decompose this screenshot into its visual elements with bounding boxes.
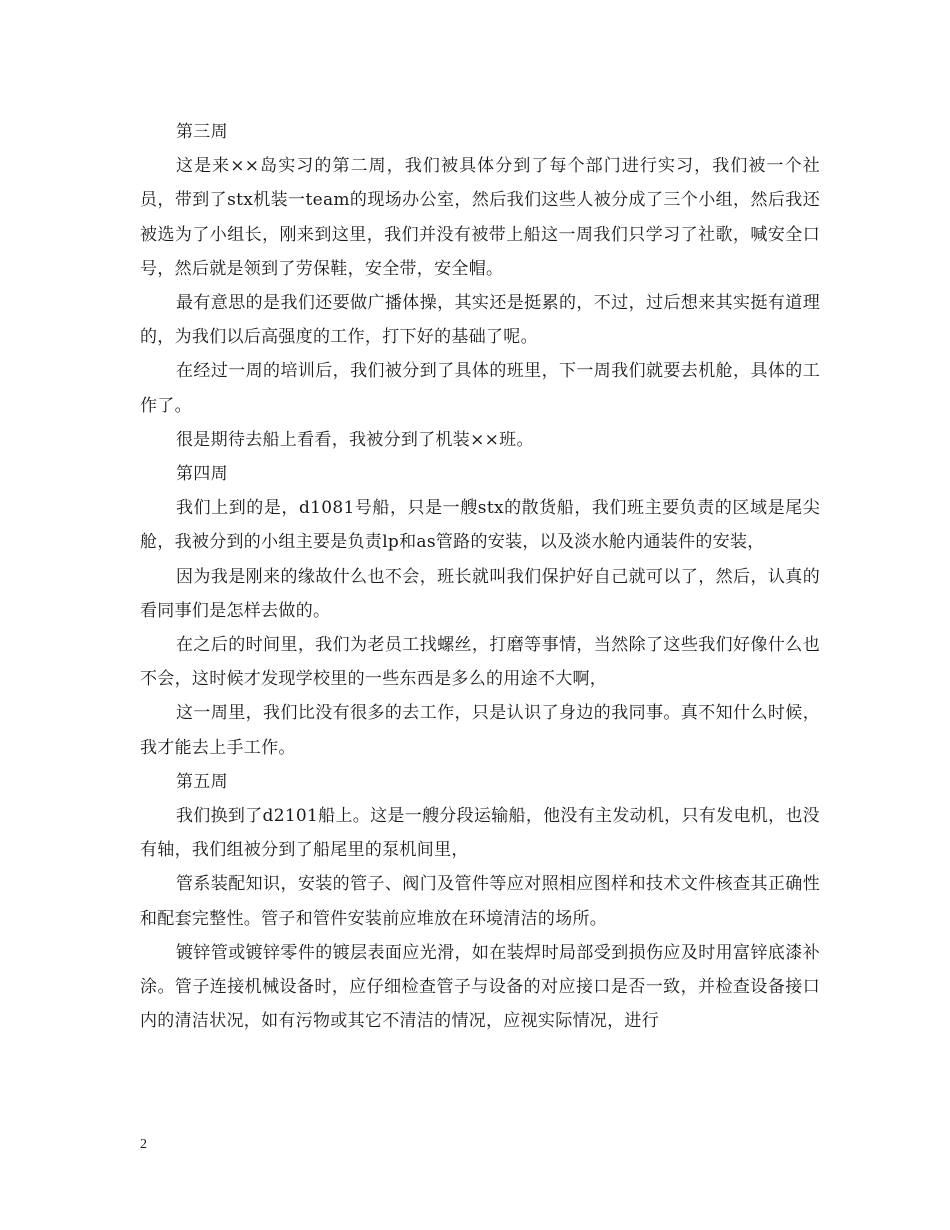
paragraph: 管系装配知识，安装的管子、阀门及管件等应对照相应图样和技术文件核查其正确性和配套完整性。管子和管件安装前应堆放在环境清洁的场所。 [140,874,820,929]
paragraph: 这是来××岛实习的第二周，我们被具体分到了每个部门进行实习，我们被一个社员，带到了stx机装一team的现场办公室，然后我们这些人被分成了三个小组，然后我还被选为了小组长，刚来到这里，我们并没有被带上船这一周我们只学习了社歌，喊安全口号，然后就是领到了劳保鞋，安全带，安全帽。 [140,156,820,279]
paragraph: 在经过一周的培训后，我们被分到了具体的班里，下一周我们就要去机舱，具体的工作了。 [140,361,820,416]
page-number: 2 [140,1137,147,1152]
paragraph: 我们上到的是，d1081号船，只是一艘stx的散货船，我们班主要负责的区域是尾尖舱，我被分到的小组主要是负责lp和as管路的安装，以及淡水舱内通装件的安装， [140,498,820,553]
paragraph: 这一周里，我们比没有很多的去工作，只是认识了身边的我同事。真不知什么时候，我才能去上手工作。 [140,703,820,758]
paragraph: 最有意思的是我们还要做广播体操，其实还是挺累的，不过，过后想来其实挺有道理的，为我们以后高强度的工作，打下好的基础了呢。 [140,293,820,348]
section-heading-week-4: 第四周 [176,464,228,485]
document-body [140,115,820,1038]
paragraph: 很是期待去船上看看，我被分到了机装××班。 [176,429,534,450]
paragraph: 在之后的时间里，我们为老员工找螺丝，打磨等事情，当然除了这些我们好像什么也不会，这时候才发现学校里的一些东西是多么的用途不大啊， [140,635,820,690]
paragraph: 镀锌管或镀锌零件的镀层表面应光滑，如在装焊时局部受到损伤应及时用富锌底漆补涂。管子连接机械设备时，应仔细检查管子与设备的对应接口是否一致，并检查设备接口内的清洁状况，如有污物或其它不清洁的情况，应视实际情况，进行 [140,942,820,1032]
section-heading-week-3: 第三周 [176,122,228,142]
paragraph: 因为我是刚来的缘故什么也不会，班长就叫我们保护好自己就可以了，然后，认真的看同事们是怎样去做的。 [140,566,820,621]
paragraph: 我们换到了d2101船上。这是一艘分段运输船，他没有主发动机，只有发电机，也没有轴，我们组被分到了船尾里的泵机间里， [140,806,820,861]
section-heading-week-5: 第五周 [176,771,228,792]
